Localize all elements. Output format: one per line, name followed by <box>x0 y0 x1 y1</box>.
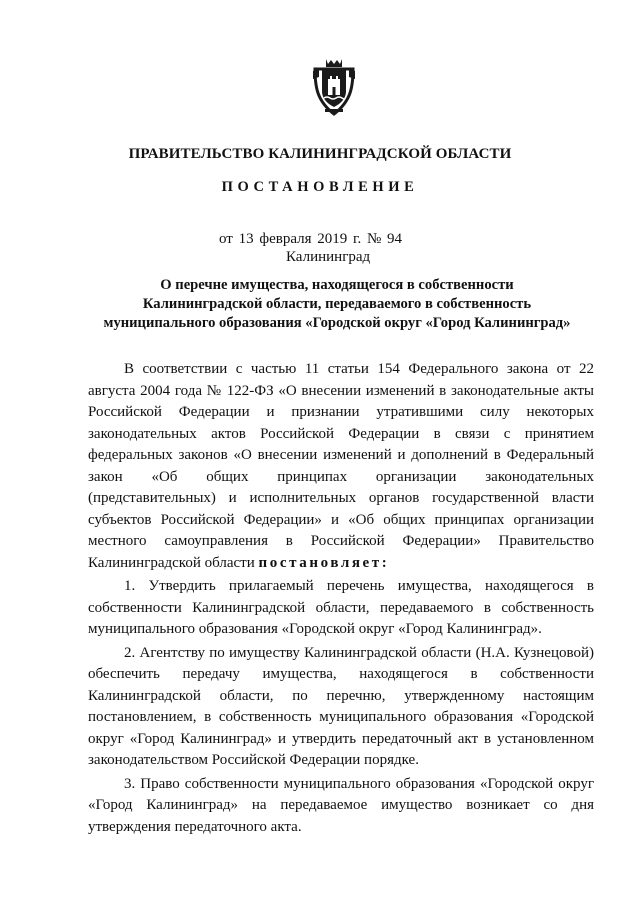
heading-line: О перечне имущества, находящегося в собственности <box>160 277 514 293</box>
list-item: 1. Утвердить прилагаемый перечень имущества, находящегося в собственности Калининградской области, передаваемого в собственность муниципального образования «Городской округ «Город Калининград». <box>88 578 594 637</box>
document-body <box>88 359 594 838</box>
government-name: ПРАВИТЕЛЬСТВО КАЛИНИНГРАДСКОЙ ОБЛАСТИ <box>128 146 512 162</box>
document-type: ПОСТАНОВЛЕНИЕ <box>221 179 419 195</box>
coat-of-arms-emblem <box>311 57 357 117</box>
list-item: 2. Агентству по имуществу Калининградской области (Н.А. Кузнецовой) обеспечить передачу имущества, находящегося в собственности Калининградской области, по перечню, утвержденному настоящим постановлением, в собственность муниципального образования «Городской округ «Город Калининград» и утвердить передаточный акт в установленном законодательством Российской Федерации порядке. <box>88 644 594 768</box>
decree-word: постановляет: <box>258 554 390 571</box>
heading-line: муниципального образования «Городской округ «Город Калининград» <box>103 315 571 331</box>
heading-line: Калининградской области, передаваемого в собственность <box>142 296 532 312</box>
preamble-paragraph <box>88 359 594 574</box>
document-date-number: от 13 февраля 2019 г. № 94 <box>219 231 403 247</box>
preamble-text: В соответствии с частью 11 статьи 154 Федерального закона от 22 августа 2004 года № 122-ФЗ «О внесении изменений в законодательные акты Российской Федерации и признании утратившими силу некоторых законодательных актов Российской Федерации в связи с принятием федеральных законов «О внесении изменений и дополнений в Федеральный закон «Об общих принципах организации законодательных (представительных) и исполнительных органов государственной власти субъектов Российской Федерации» и «Об общих принципах организации местного самоуправления в Российской Федерации» Правительство Калининградской области <box>88 361 594 571</box>
document-city: Калининград <box>286 249 371 265</box>
document-heading <box>60 276 614 333</box>
list-item: 3. Право собственности муниципального образования «Городской округ «Город Калининград» на передаваемое имущество возникает со дня утверждения передаточного акта. <box>88 775 594 835</box>
